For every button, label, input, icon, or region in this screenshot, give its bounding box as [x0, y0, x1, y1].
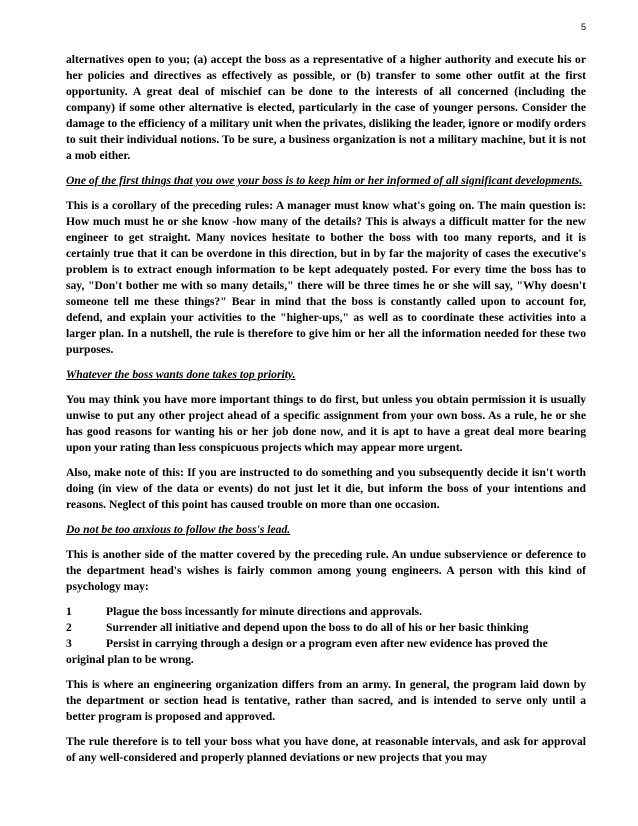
list-item-text: Surrender all initiative and depend upon the boss to do all of his or her basic thinking: [106, 621, 529, 634]
list-item-number: 3: [66, 637, 72, 650]
numbered-list: [66, 604, 586, 668]
list-item-number: 2: [66, 621, 72, 634]
paragraph: alternatives open to you; (a) accept the boss as a representative of a higher authority and execute his or her policies and directives as effectively as possible, or (b) transfer to some other outfit at the first opportunity. A great deal of mischief can be done to the interests of all concerned (including the company) if some other alternative is elected, particularly in the case of younger persons. Consider the damage to the efficiency of a military unit when the privates, disliking the leader, ignore or modify orders to suit their individual notions. To be sure, a business organization is not a military machine, but it is not a mob either.: [66, 53, 586, 162]
list-item: [66, 636, 586, 668]
section-heading: One of the first things that you owe your boss is to keep him or her informed of all significant developments.: [66, 174, 583, 187]
page-number: 5: [580, 22, 586, 32]
paragraph: Also, make note of this: If you are instructed to do something and you subsequently decide it isn't worth doing (in view of the data or events) do not just let it die, but inform the boss of your intentions and reasons. Neglect of this point has caused trouble on more than one occasion.: [66, 466, 586, 511]
list-item: [66, 620, 586, 636]
list-item-text: Persist in carrying through a design or a program even after new evidence has proved the original plan to be wrong.: [66, 637, 548, 666]
list-item-number: 1: [66, 605, 72, 618]
section-heading: Do not be too anxious to follow the boss's lead.: [66, 523, 291, 536]
list-item: [66, 604, 586, 620]
paragraph: This is a corollary of the preceding rules: A manager must know what's going on. The main question is: How much must he or she know -how many of the details? This is always a difficult matter for the new engineer to get straight. Many novices hesitate to bother the boss with too many reports, and it is certainly true that it can be overdone in this direction, but in by far the majority of cases the executive's problem is to extract enough information to be kept adequately posted. For every time the boss has to say, "Don't bother me with so many details," there will be three times he or she will say, "Why doesn't someone tell me these things?" Bear in mind that the boss is constantly called upon to account for, defend, and explain your activities to the "higher-ups," as well as to coordinate these activities into a larger plan. In a nutshell, the rule is therefore to give him or her all the information needed for these two purposes.: [66, 199, 586, 356]
paragraph: You may think you have more important things to do first, but unless you obtain permission it is usually unwise to put any other project ahead of a specific assignment from your own boss. As a rule, he or she has good reasons for wanting his or her job done now, and it is apt to have a great deal more bearing upon your rating than less conspicuous projects which may appear more urgent.: [66, 393, 586, 454]
list-item-text: Plague the boss incessantly for minute directions and approvals.: [106, 605, 422, 618]
paragraph: The rule therefore is to tell your boss what you have done, at reasonable intervals, and ask for approval of any well-considered and properly planned deviations or new projects that you may: [66, 735, 586, 764]
document-body: [66, 52, 586, 775]
paragraph: This is another side of the matter covered by the preceding rule. An undue subservience or deference to the department head's wishes is fairly common among young engineers. A person with this kind of psychology may:: [66, 548, 586, 593]
section-heading: Whatever the boss wants done takes top priority.: [66, 368, 296, 381]
paragraph: This is where an engineering organization differs from an army. In general, the program laid down by the department or section head is tentative, rather than sacred, and is intended to serve only until a better program is proposed and approved.: [66, 678, 586, 723]
